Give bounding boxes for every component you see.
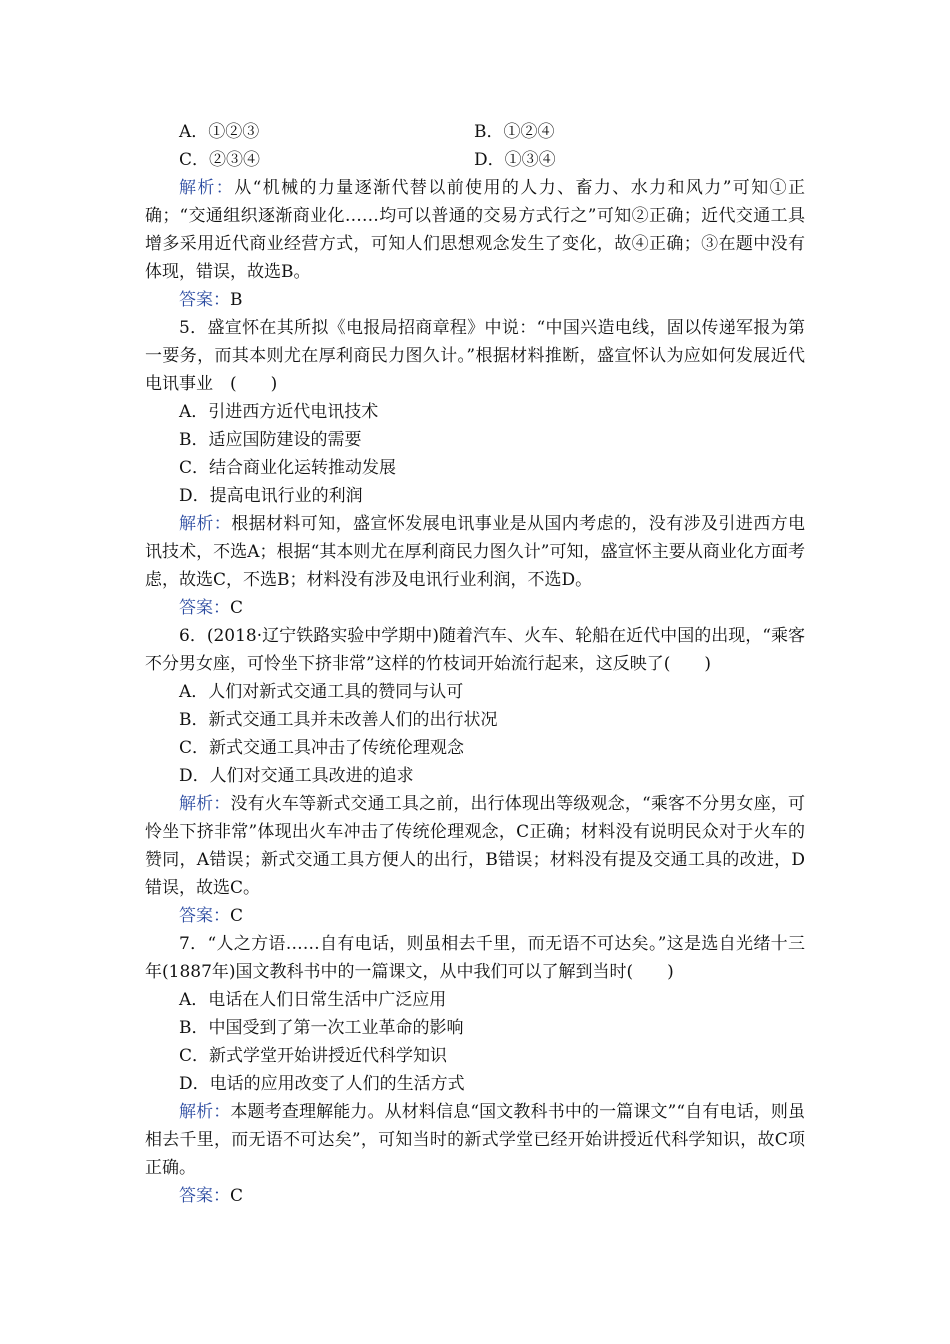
q5-option-c: C．结合商业化运转推动发展	[179, 458, 397, 478]
q4-option-b: B．①②④	[474, 122, 555, 142]
q7-analysis	[145, 1098, 805, 1182]
q4-answer-value: B	[230, 290, 243, 310]
q4-option-d: D．①③④	[474, 150, 556, 170]
q7-option-b: B．中国受到了第一次工业革命的影响	[179, 1018, 464, 1038]
q4-analysis-text: 从“机械的力量逐渐代替以前使用的人力、畜力、水力和风力”可知①正确；“交通组织逐渐商业化……均可以普通的交易方式行之”可知②正确；近代交通工具增多采用近代商业经营方式，可知人们思想观念发生了变化，故④正确；③在题中没有体现，错误，故选B。	[145, 178, 805, 282]
q5-stem: 5．盛宣怀在其所拟《电报局招商章程》中说：“中国兴造电线，固以传递军报为第一要务，而其本则尤在厚利商民力图久计。”根据材料推断，盛宣怀认为应如何发展近代电讯事业 ( )	[145, 318, 805, 394]
q6-answer-label: 答案：	[179, 906, 230, 926]
document-content	[145, 118, 805, 1210]
q5-answer	[145, 594, 805, 622]
q7-answer-label: 答案：	[179, 1186, 230, 1206]
q6-analysis-label: 解析：	[179, 794, 231, 814]
q7-analysis-label: 解析：	[179, 1102, 231, 1122]
q6-option-b: B．新式交通工具并未改善人们的出行状况	[179, 710, 498, 730]
q4-analysis-label: 解析：	[179, 178, 235, 198]
q6-analysis	[145, 790, 805, 902]
q4-options-row-2	[145, 146, 805, 174]
q5-analysis-text: 根据材料可知，盛宣怀发展电讯事业是从国内考虑的，没有涉及引进西方电讯技术，不选A；根据“其本则尤在厚利商民力图久计”可知，盛宣怀主要从商业化方面考虑，故选C，不选B；材料没有涉及电讯行业利润，不选D。	[145, 514, 806, 590]
q7-stem: 7．“人之方语……自有电话，则虽相去千里，而无语不可达矣。”这是选自光绪十三年(1887年)国文教科书中的一篇课文，从中我们可以了解到当时( )	[145, 934, 805, 982]
q5-analysis-label: 解析：	[179, 514, 232, 534]
q5-option-b: B．适应国防建设的需要	[179, 430, 362, 450]
q6-option-c: C．新式交通工具冲击了传统伦理观念	[179, 738, 465, 758]
q7-answer-value: C	[230, 1186, 244, 1206]
q4-analysis	[145, 174, 805, 286]
q5-option-d: D．提高电讯行业的利润	[179, 486, 363, 506]
q5-option-a: A．引进西方近代电讯技术	[179, 402, 379, 422]
q6-answer	[145, 902, 805, 930]
q7-option-a: A．电话在人们日常生活中广泛应用	[179, 990, 447, 1010]
q7-analysis-text: 本题考查理解能力。从材料信息“国文教科书中的一篇课文”“自有电话，则虽相去千里，而无语不可达矣”，可知当时的新式学堂已经开始讲授近代科学知识，故C项正确。	[145, 1102, 806, 1178]
q4-options-row-1	[145, 118, 805, 146]
q6-option-a: A．人们对新式交通工具的赞同与认可	[179, 682, 464, 702]
q6-answer-value: C	[230, 906, 244, 926]
q6-stem: 6．(2018·辽宁铁路实验中学期中)随着汽车、火车、轮船在近代中国的出现，“乘客不分男女座，可怜坐下挤非常”这样的竹枝词开始流行起来，这反映了( )	[145, 626, 805, 674]
q7-option-d: D．电话的应用改变了人们的生活方式	[179, 1074, 465, 1094]
q6-option-d: D．人们对交通工具改进的追求	[179, 766, 414, 786]
q4-option-c: C．②③④	[179, 150, 261, 170]
q4-option-a: A．①②③	[179, 122, 260, 142]
q6-analysis-text: 没有火车等新式交通工具之前，出行体现出等级观念，“乘客不分男女座，可怜坐下挤非常”体现出火车冲击了传统伦理观念，C正确；材料没有说明民众对于火车的赞同，A错误；新式交通工具方便人的出行，B错误；材料没有提及交通工具的改进，D错误，故选C。	[145, 794, 805, 898]
q7-answer	[145, 1182, 805, 1210]
q5-answer-value: C	[230, 598, 244, 618]
q7-option-c: C．新式学堂开始讲授近代科学知识	[179, 1046, 448, 1066]
q4-answer	[145, 286, 805, 314]
q5-analysis	[145, 510, 805, 594]
q5-answer-label: 答案：	[179, 598, 230, 618]
q4-answer-label: 答案：	[179, 290, 230, 310]
